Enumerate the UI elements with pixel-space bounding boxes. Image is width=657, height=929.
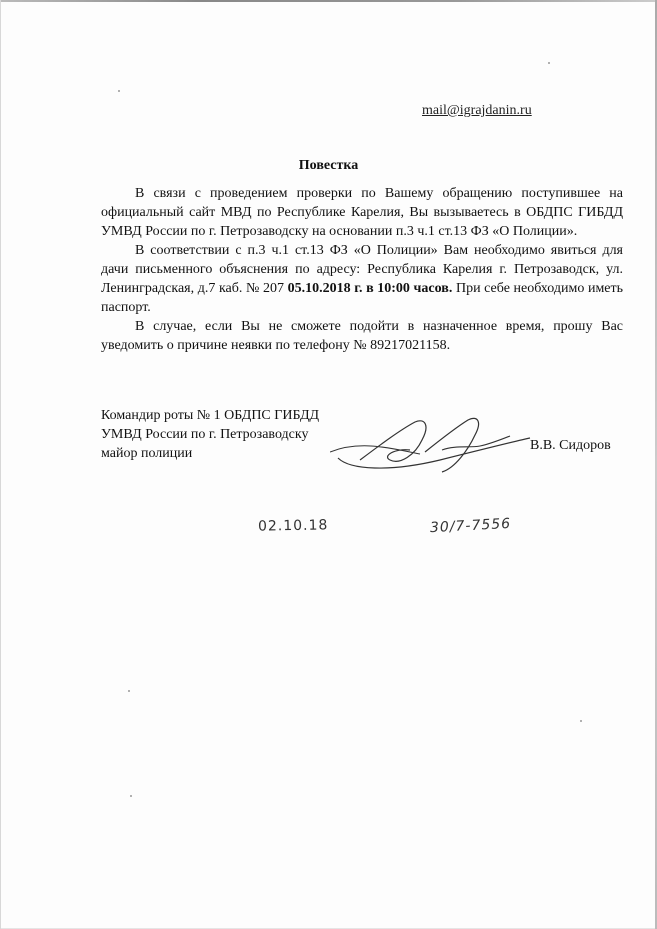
paragraph-2 bbox=[101, 241, 623, 317]
signatory-line-1: Командир роты № 1 ОБДПС ГИБДД bbox=[101, 408, 320, 423]
paragraph-2-tail: При себе необходимо иметь паспорт. bbox=[101, 281, 624, 315]
email-link: mail@igrajdanin.ru bbox=[422, 103, 532, 118]
signatory-line-3: майор полиции bbox=[101, 446, 193, 461]
scan-left-edge bbox=[0, 0, 1, 929]
signer-name: В.В. Сидоров bbox=[530, 438, 611, 453]
paragraph-3: В случае, если Вы не сможете подойти в назначенное время, прошу Вас уведомить о причине неявки по телефону № 89217021158. bbox=[101, 319, 623, 353]
handwritten-signature bbox=[330, 410, 540, 480]
handwritten-date: 02.10.18 bbox=[257, 517, 329, 535]
scan-top-edge bbox=[0, 0, 657, 2]
paragraph-1: В связи с проведением проверки по Вашему обращению поступившее на официальный сайт МВД по Республике Карелия, Вы вызываетесь в ОБДПС ГИБДД УМВД России по г. Петрозаводску на основании п.3 ч.1 ст.13 ФЗ «О Полиции». bbox=[101, 186, 623, 239]
signatory-line-2: УМВД России по г. Петрозаводску bbox=[101, 427, 309, 442]
paragraph-2-text: В соответствии с п.3 ч.1 ст.13 ФЗ «О Полиции» Вам необходимо явиться для дачи письменного объяснения по адресу: Республика Карелия г. Петрозаводск, ул. Ленинградская, д.7 каб. № 207 bbox=[101, 243, 623, 296]
appointment-datetime: 05.10.2018 г. в 10:00 часов. bbox=[287, 281, 453, 296]
handwritten-reference-number: 30/7-7556 bbox=[429, 515, 512, 537]
document-body bbox=[101, 184, 623, 355]
document-title: Повестка bbox=[298, 158, 359, 173]
